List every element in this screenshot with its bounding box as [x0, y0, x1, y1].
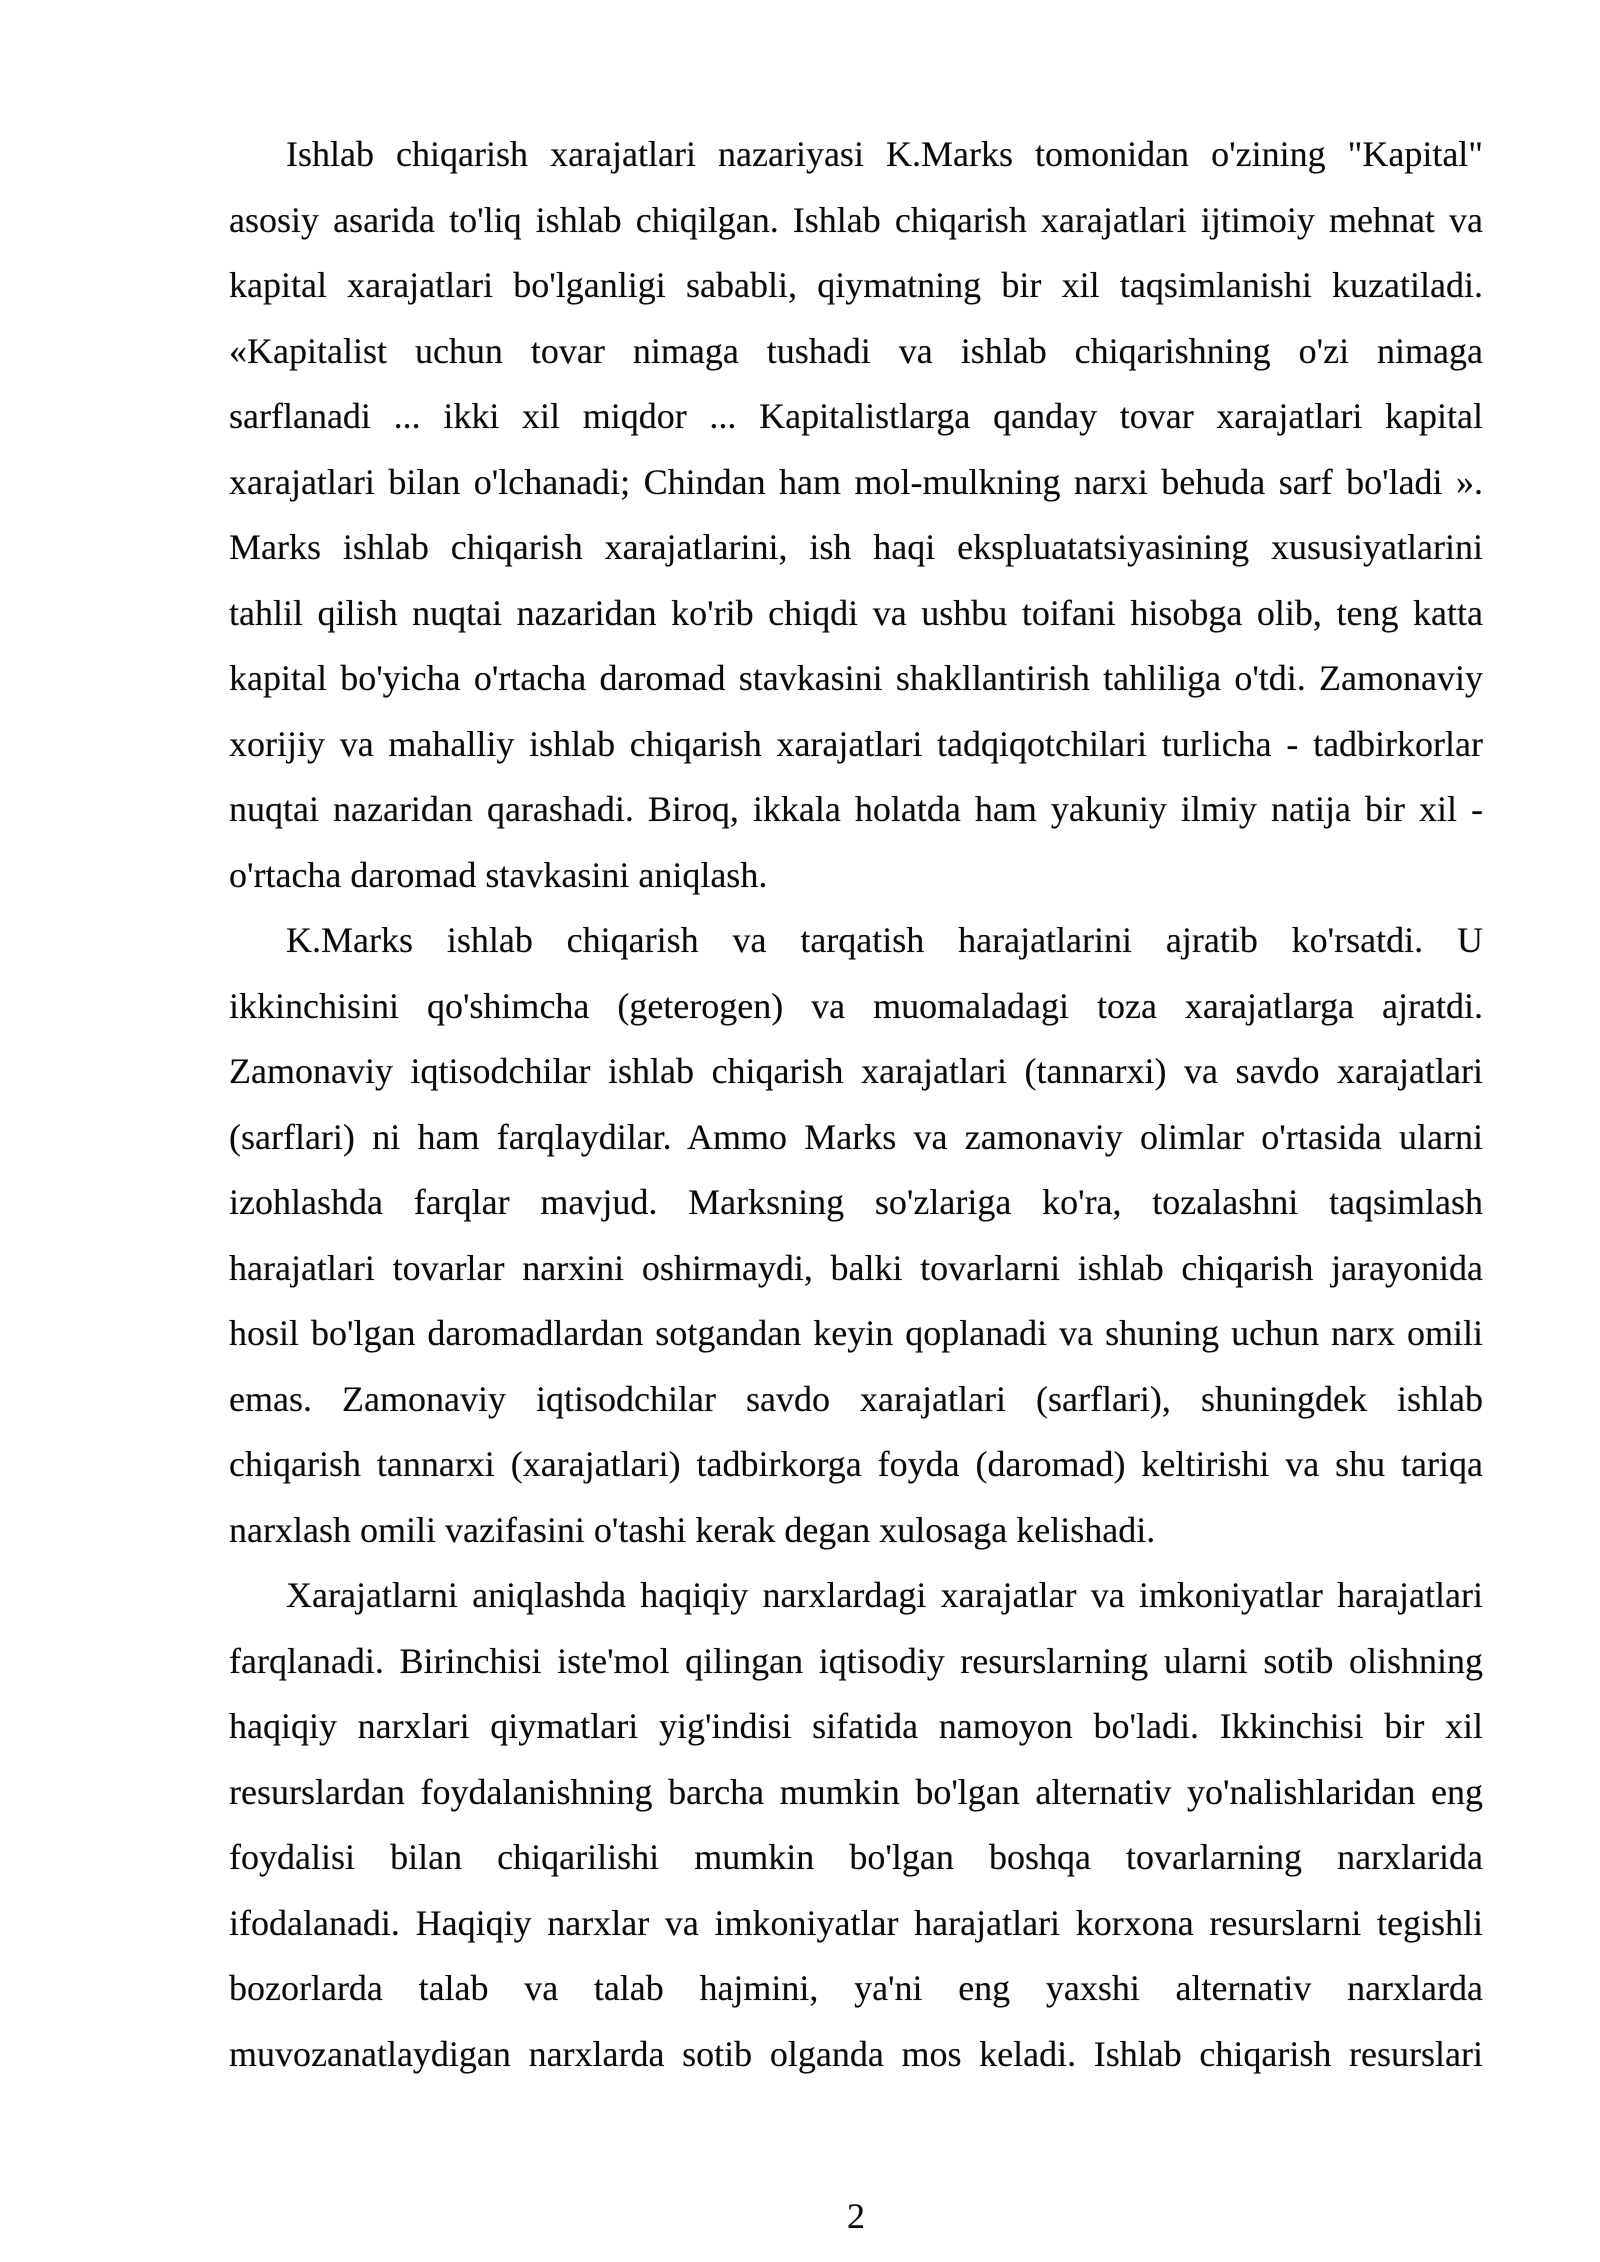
text-line: ifodalanadi. Haqiqiy narxlar va imkoniyatlar harajatlari korxona resurslarni tegishli [229, 1902, 1483, 1943]
text-line: sarflanadi ... ikki xil miqdor ... Kapitalistlarga qanday tovar xarajatlari kapital [229, 396, 1483, 436]
text-line: nuqtai nazaridan qarashadi. Biroq, ikkala holatda ham yakuniy ilmiy natija bir xil - [229, 789, 1483, 829]
text-line: chiqarish tannarxi (xarajatlari) tadbirkorga foyda (daromad) keltirishi va shu tariqa [229, 1444, 1483, 1484]
text-line: kapital bo'yicha o'rtacha daromad stavkasini shakllantirish tahliliga o'tdi. Zamonaviy [229, 658, 1483, 698]
page-footer [229, 2184, 1483, 2250]
text-line: Ishlab chiqarish xarajatlari nazariyasi K.Marks tomonidan o'zining "Kapital" [286, 134, 1483, 174]
paragraph-2 [229, 908, 1483, 1563]
text-line: ikkinchisini qo'shimcha (geterogen) va muomaladagi toza xarajatlarga ajratdi. [229, 985, 1483, 1026]
text-line: foydalisi bilan chiqarilishi mumkin bo'lgan boshqa tovarlarning narxlarida [229, 1837, 1483, 1877]
text-line: hosil bo'lgan daromadlardan sotgandan keyin qoplanadi va shuning uchun narx omili [229, 1313, 1483, 1353]
text-line: muvozanatlaydigan narxlarda sotib olganda mos keladi. Ishlab chiqarish resurslari [229, 2033, 1483, 2074]
text-block [229, 122, 1483, 2087]
text-line: asosiy asarida to'liq ishlab chiqilgan. Ishlab chiqarish xarajatlari ijtimoiy mehnat va [229, 199, 1483, 240]
text-line: tahlil qilish nuqtai nazaridan ko'rib chiqdi va ushbu toifani hisobga olib, teng katta [229, 592, 1483, 633]
text-line: resurslardan foydalanishning barcha mumkin bo'lgan alternativ yo'nalishlaridan eng [229, 1771, 1483, 1812]
text-line: «Kapitalist uchun tovar nimaga tushadi va ishlab chiqarishning o'zi nimaga [229, 330, 1483, 371]
text-line: izohlashda farqlar mavjud. Marksning so'zlariga ko'ra, tozalashni taqsimlash [229, 1182, 1483, 1222]
text-line: emas. Zamonaviy iqtisodchilar savdo xarajatlari (sarflari), shuningdek ishlab [229, 1378, 1483, 1419]
text-line: farqlanadi. Birinchisi iste'mol qilingan iqtisodiy resurslarning ularni sotib olishning [229, 1640, 1483, 1681]
text-line: bozorlarda talab va talab hajmini, ya'ni eng yaxshi alternativ narxlarda [229, 1968, 1483, 2008]
text-line: (sarflari) ni ham farqlaydilar. Ammo Marks va zamonaviy olimlar o'rtasida ularni [229, 1116, 1483, 1157]
text-line: o'rtacha daromad stavkasini aniqlash. [229, 854, 768, 895]
text-line: K.Marks ishlab chiqarish va tarqatish harajatlarini ajratib ko'rsatdi. U [286, 920, 1483, 960]
page-number: 2 [847, 2196, 865, 2236]
text-line: Xarajatlarni aniqlashda haqiqiy narxlardagi xarajatlar va imkoniyatlar harajatlari [286, 1575, 1483, 1615]
text-line: Marks ishlab chiqarish xarajatlarini, ish haqi ekspluatatsiyasining xususiyatlarini [229, 527, 1483, 567]
text-line: harajatlari tovarlar narxini oshirmaydi, balki tovarlarni ishlab chiqarish jarayonida [229, 1247, 1483, 1288]
text-line: xarajatlari bilan o'lchanadi; Chindan ham mol-mulkning narxi behuda sarf bo'ladi ». [229, 461, 1483, 502]
paragraph-3 [229, 1563, 1483, 2087]
text-line: kapital xarajatlari bo'lganligi sababli, qiymatning bir xil taqsimlanishi kuzatiladi. [229, 265, 1483, 305]
text-line: Zamonaviy iqtisodchilar ishlab chiqarish xarajatlari (tannarxi) va savdo xarajatlari [229, 1051, 1483, 1091]
text-line: xorijiy va mahalliy ishlab chiqarish xarajatlari tadqiqotchilari turlicha - tadbirkorlar [229, 723, 1483, 764]
text-line: narxlash omili vazifasini o'tashi kerak degan xulosaga kelishadi. [229, 1509, 1156, 1550]
text-line: haqiqiy narxlari qiymatlari yig'indisi sifatida namoyon bo'ladi. Ikkinchisi bir xil [229, 1706, 1483, 1746]
paragraph-1 [229, 122, 1483, 908]
